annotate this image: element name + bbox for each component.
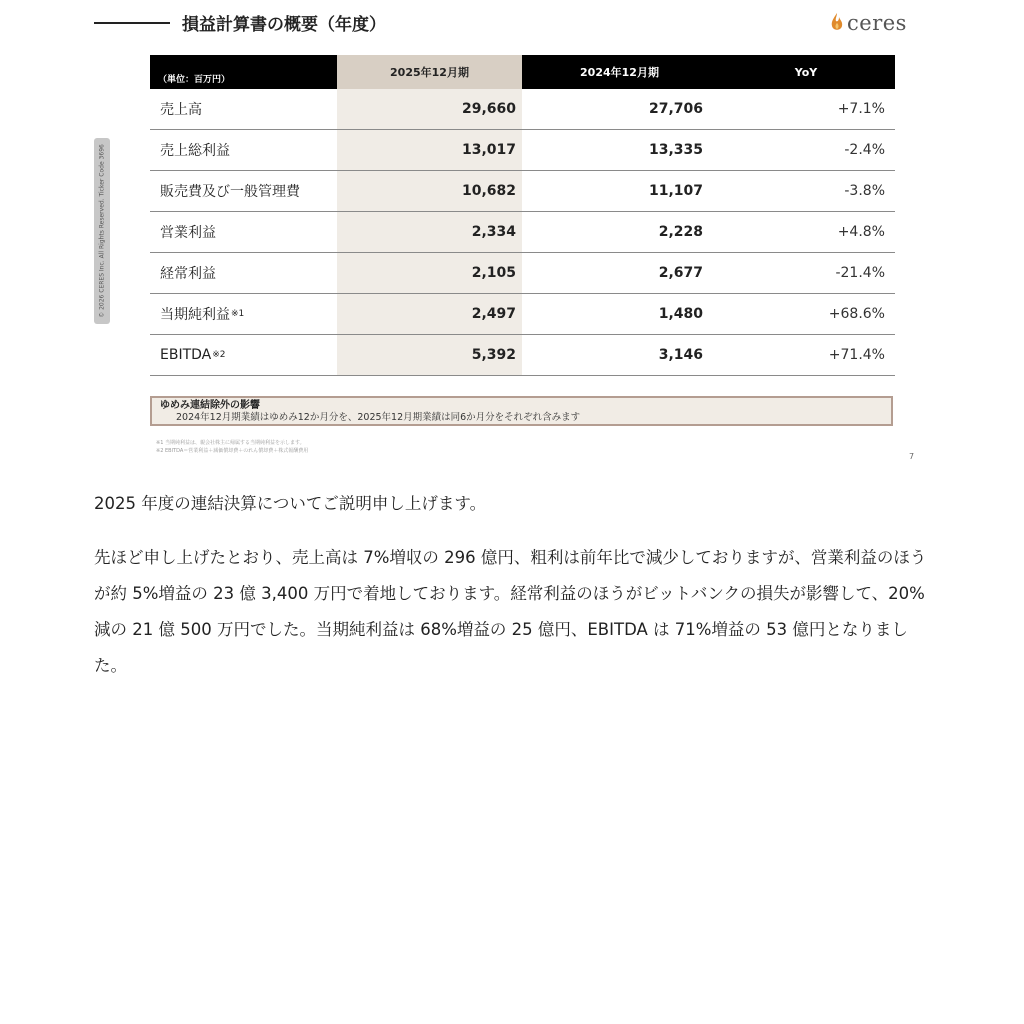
value-fy2025: 2,334 — [337, 212, 522, 252]
consolidation-note-box — [150, 396, 893, 426]
title-rule — [94, 22, 170, 24]
transcript-paragraph: 先ほど申し上げたとおり、売上高は 7%増収の 296 億円、粗利は前年比で減少しておりますが、営業利益のほうが約 5%増益の 23 億 3,400 万円で着地しております。経常利益のほうがビットバンクの損失が影響して、20%減の 21 億 500 万円でした。当期純利益は 68%増益の 25 億円、EBITDA は 71%増益の 53 億円となりました。 — [94, 548, 927, 675]
value-fy2025: 13,017 — [337, 130, 522, 170]
footnote-marker: ※2 — [212, 350, 226, 360]
footnote-2: ※2 EBITDA＝営業利益＋減価償却費＋のれん償却費＋株式報酬費用 — [156, 448, 309, 454]
value-fy2025: 29,660 — [337, 89, 522, 129]
page-number: 7 — [909, 452, 915, 461]
value-yoy: +7.1% — [837, 101, 885, 117]
table-header — [150, 55, 895, 89]
value-fy2024: 11,107 — [648, 183, 703, 199]
column-header-fy2025: 2025年12月期 — [337, 55, 522, 89]
value-fy2024: 1,480 — [658, 306, 703, 322]
table-row — [150, 253, 895, 294]
value-fy2025: 5,392 — [337, 335, 522, 375]
value-fy2024: 2,228 — [658, 224, 703, 240]
value-yoy: -3.8% — [844, 183, 885, 199]
value-yoy: +68.6% — [828, 306, 885, 322]
footnote-1: ※1 当期純利益は、親会社株主に帰属する当期純利益を示します。 — [156, 440, 305, 446]
transcript — [94, 488, 934, 684]
value-fy2024: 27,706 — [648, 101, 703, 117]
ceres-logo — [830, 10, 907, 36]
value-fy2025: 2,497 — [337, 294, 522, 334]
value-fy2025: 2,105 — [337, 253, 522, 293]
row-label: EBITDA ※2 — [160, 347, 226, 363]
table-row — [150, 130, 895, 171]
column-header-fy2024: 2024年12月期 — [580, 66, 659, 79]
footnote-marker: ※1 — [231, 309, 245, 319]
value-fy2024: 3,146 — [658, 347, 703, 363]
flame-icon — [830, 12, 844, 34]
slide-title: 損益計算書の概要（年度） — [182, 15, 386, 35]
table-row — [150, 89, 895, 130]
table-row — [150, 171, 895, 212]
income-statement-table — [150, 55, 895, 376]
row-label: 当期純利益 ※1 — [160, 307, 245, 323]
value-yoy: +4.8% — [837, 224, 885, 240]
row-label: 経常利益 — [160, 266, 216, 282]
value-fy2024: 2,677 — [658, 265, 703, 281]
value-yoy: +71.4% — [828, 347, 885, 363]
table-row — [150, 212, 895, 253]
value-yoy: -2.4% — [844, 142, 885, 158]
value-yoy: -21.4% — [835, 265, 885, 281]
slide — [0, 0, 1024, 470]
copyright-tab — [94, 138, 110, 324]
table-row — [150, 294, 895, 335]
copyright-text: © 2026 CERES Inc. All Rights Reserved. Ticker Code 3696 — [98, 144, 106, 318]
row-label: 売上高 — [160, 102, 202, 118]
note-title: ゆめみ連結除外の影響 — [160, 400, 260, 411]
row-label: 売上総利益 — [160, 143, 230, 159]
footnotes — [156, 439, 308, 455]
value-fy2024: 13,335 — [648, 142, 703, 158]
note-body: 2024年12月期業績はゆめみ12か月分を、2025年12月期業績は同6か月分をそれぞれ含みます — [176, 412, 581, 423]
value-fy2025: 10,682 — [337, 171, 522, 211]
logo-text: ceres — [847, 11, 907, 35]
column-header-yoy: YoY — [794, 65, 818, 79]
row-label: 販売費及び一般管理費 — [160, 184, 300, 200]
table-row — [150, 335, 895, 376]
transcript-paragraph: 2025 年度の連結決算についてご説明申し上げます。 — [94, 494, 487, 513]
row-label: 営業利益 — [160, 225, 216, 241]
unit-label: （単位：百万円） — [158, 75, 231, 85]
